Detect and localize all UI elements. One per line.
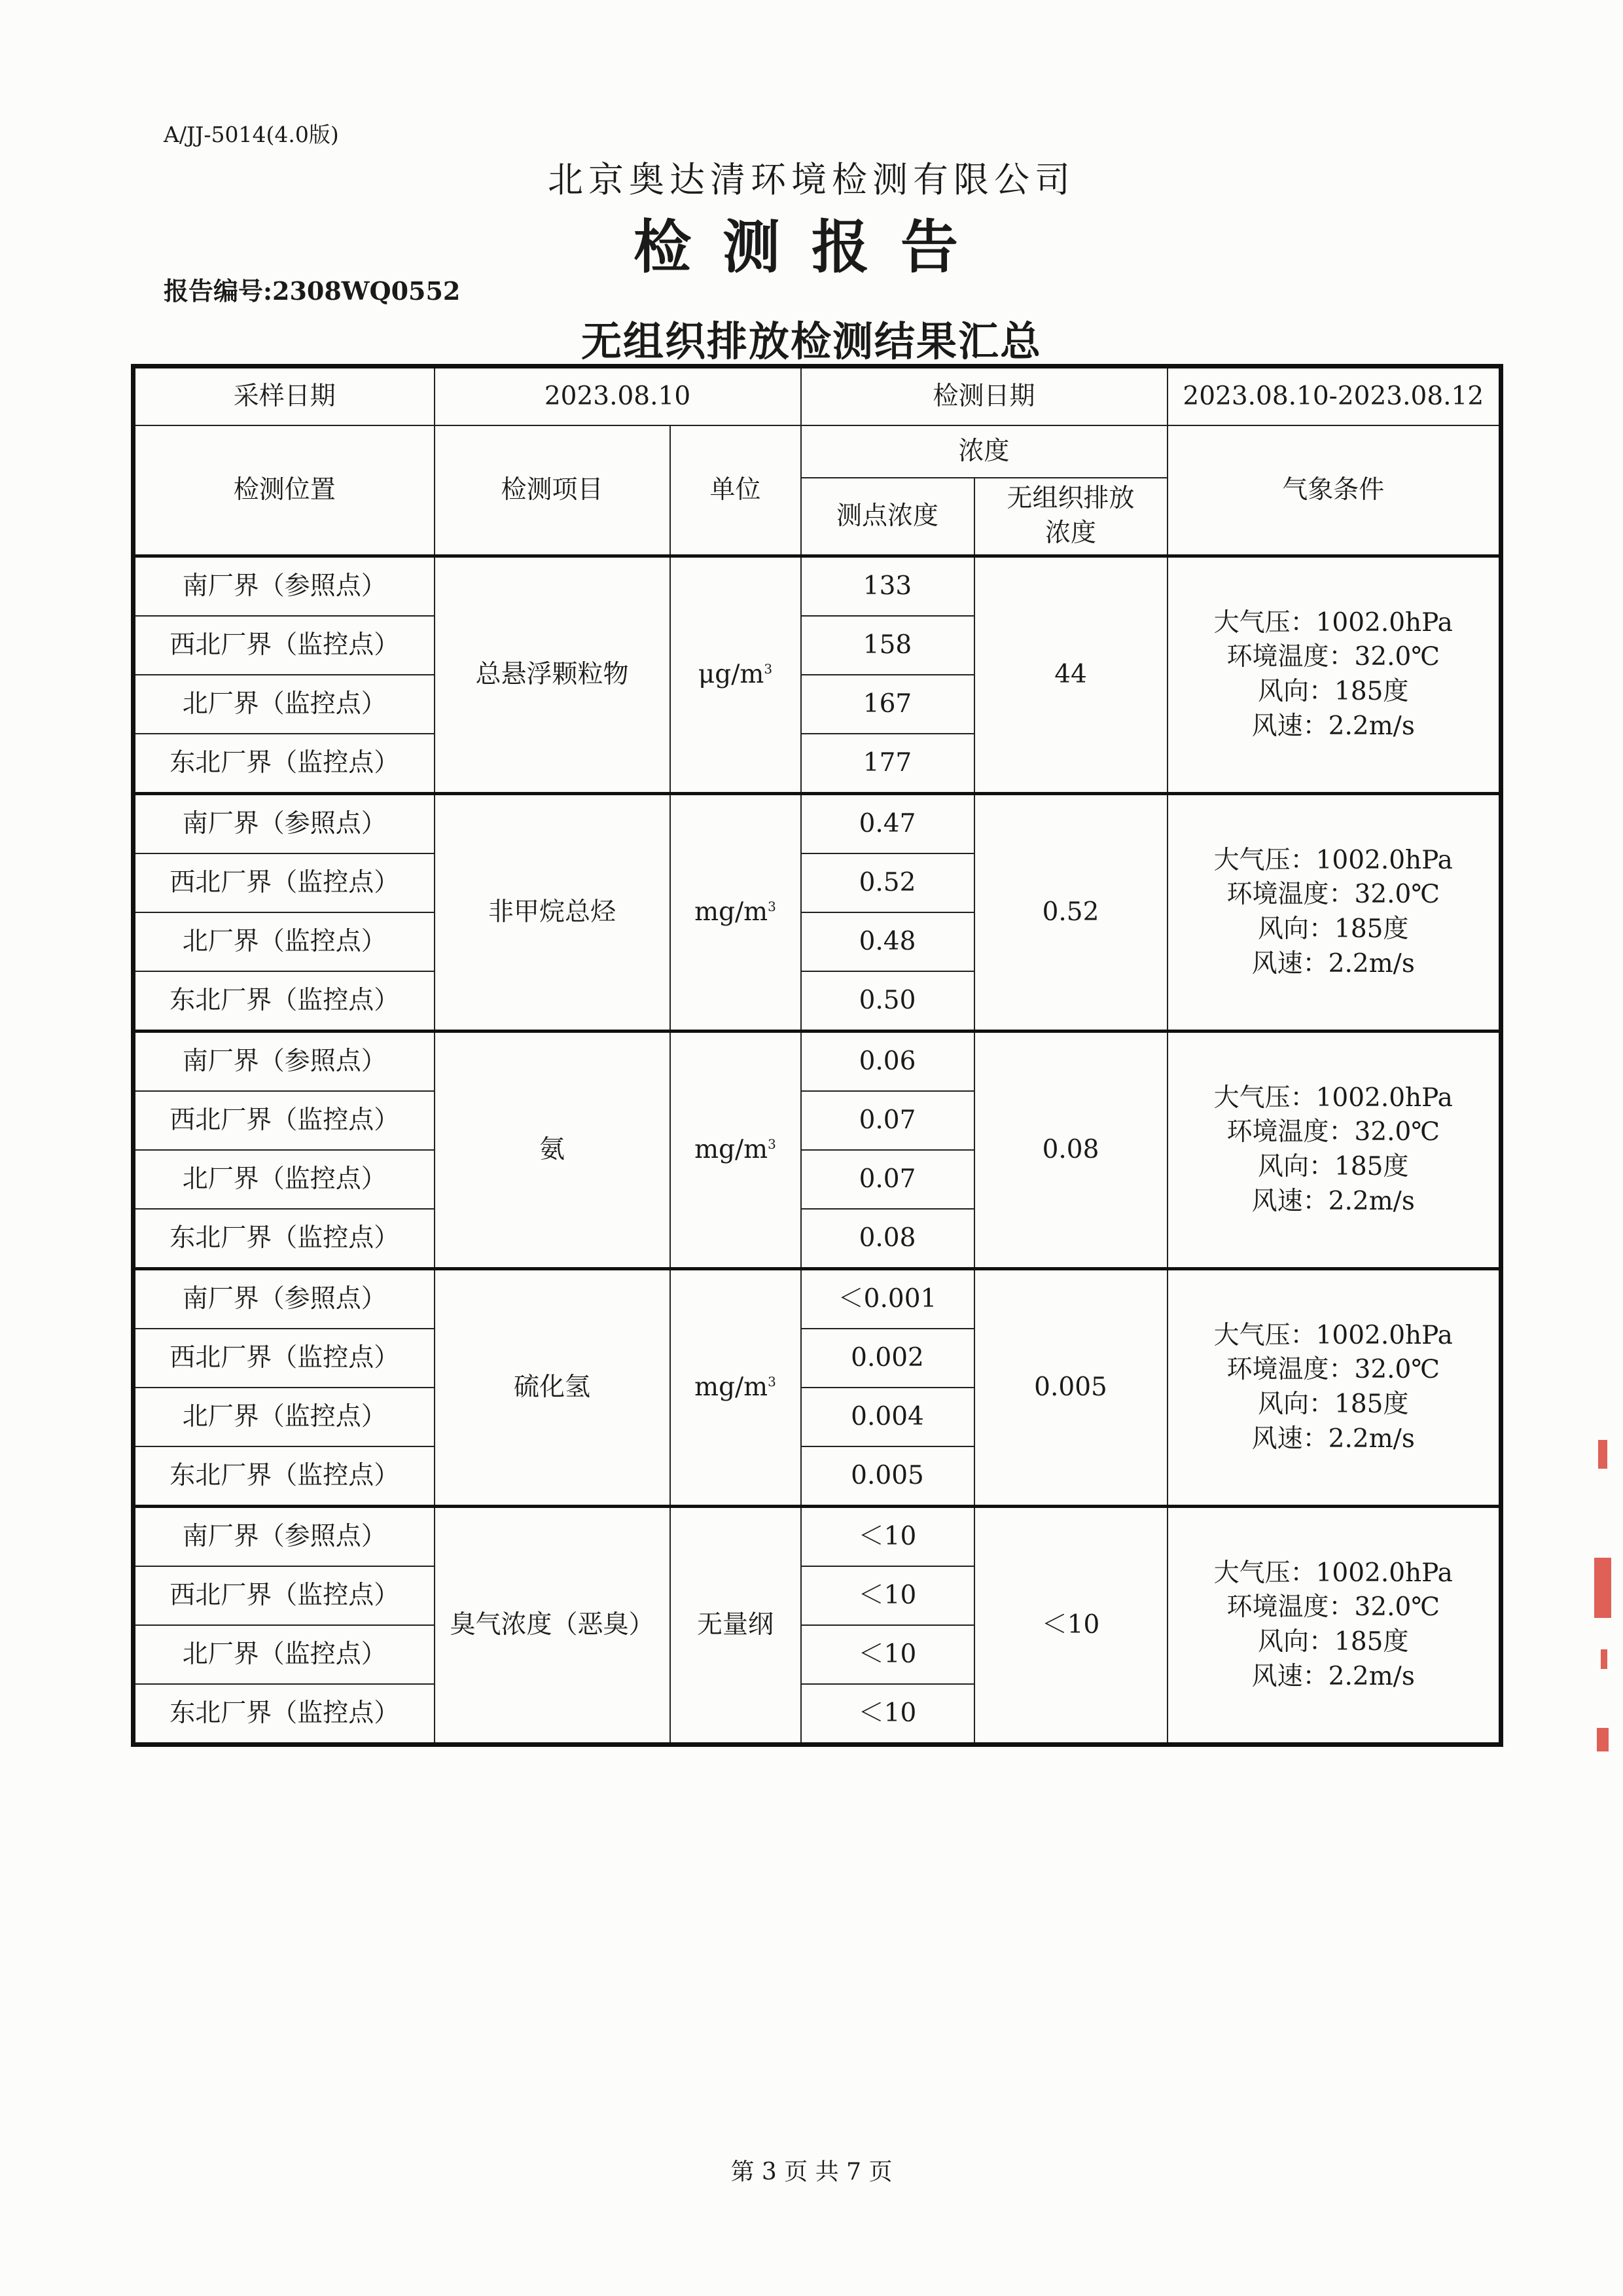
location-cell: 南厂界（参照点）: [134, 1507, 435, 1567]
location-cell: 西北厂界（监控点）: [134, 853, 435, 912]
weather-line: 风向：185度: [1258, 1152, 1409, 1181]
unit-base: mg/m: [694, 1134, 768, 1164]
item-cell: 总悬浮颗粒物: [435, 556, 670, 794]
weather-cell: [1168, 1031, 1501, 1269]
point-concentration-cell: 133: [801, 556, 974, 617]
point-concentration-cell: 0.50: [801, 971, 974, 1031]
location-cell: 东北厂界（监控点）: [134, 734, 435, 794]
location-cell: 北厂界（监控点）: [134, 1388, 435, 1446]
point-concentration-cell: 0.08: [801, 1209, 974, 1269]
col-item: 检测项目: [435, 425, 670, 556]
weather-line: 环境温度：32.0℃: [1226, 642, 1440, 672]
fugitive-concentration-cell: 0.08: [974, 1031, 1168, 1269]
weather-line: 风向：185度: [1258, 1390, 1409, 1419]
stamp-mark: [1601, 1649, 1607, 1669]
unit-cell: [670, 1269, 801, 1507]
stamp-mark: [1597, 1728, 1609, 1751]
unit-base: μg/m: [698, 659, 764, 689]
weather-cell: [1168, 556, 1501, 794]
weather-cell: [1168, 794, 1501, 1031]
weather-line: 风向：185度: [1258, 914, 1409, 944]
point-concentration-cell: 0.004: [801, 1388, 974, 1446]
fugitive-concentration-cell: 0.005: [974, 1269, 1168, 1507]
point-concentration-cell: 0.005: [801, 1446, 974, 1507]
form-code: A/JJ-5014(4.0版): [164, 122, 339, 147]
unit-superscript: 3: [768, 1136, 776, 1152]
unit-cell: [670, 1031, 801, 1269]
weather-cell: [1168, 1269, 1501, 1507]
weather-line: 风向：185度: [1258, 677, 1409, 706]
unit-cell: [670, 556, 801, 794]
unit-base: mg/m: [694, 1372, 768, 1402]
weather-line: 风向：185度: [1258, 1627, 1409, 1657]
weather-line: 大气压：1002.0hPa: [1213, 1558, 1453, 1588]
unit-base: mg/m: [694, 897, 768, 927]
weather-line: 环境温度：32.0℃: [1226, 1592, 1440, 1623]
point-concentration-cell: 177: [801, 734, 974, 794]
company-name: 北京奥达清环境检测有限公司: [548, 159, 1075, 200]
point-concentration-cell: 0.47: [801, 794, 974, 854]
point-concentration-cell: ＜0.001: [801, 1269, 974, 1329]
point-concentration-cell: 0.002: [801, 1329, 974, 1388]
col-location: 检测位置: [134, 425, 435, 556]
stamp-mark: [1598, 1440, 1607, 1469]
item-cell: 非甲烷总烃: [435, 794, 670, 1031]
fugitive-concentration-cell: 44: [974, 556, 1168, 794]
point-concentration-cell: 0.07: [801, 1150, 974, 1209]
weather-line: 风速：2.2m/s: [1251, 1661, 1415, 1691]
col-point-conc: 测点浓度: [801, 478, 974, 556]
weather-line: 大气压：1002.0hPa: [1213, 1083, 1453, 1113]
results-table: [131, 364, 1503, 1747]
test-date: 2023.08.10-2023.08.12: [1168, 367, 1501, 426]
unit-superscript: 3: [764, 660, 773, 677]
weather-cell: [1168, 1507, 1501, 1745]
fugitive-concentration-cell: 0.52: [974, 794, 1168, 1031]
unit-base: 无量纲: [696, 1609, 774, 1640]
location-cell: 北厂界（监控点）: [134, 1150, 435, 1209]
weather-line: 大气压：1002.0hPa: [1213, 845, 1453, 875]
weather-line: 风速：2.2m/s: [1251, 948, 1415, 978]
weather-line: 环境温度：32.0℃: [1226, 1355, 1440, 1385]
point-concentration-cell: 167: [801, 675, 974, 734]
weather-line: 风速：2.2m/s: [1251, 1424, 1415, 1454]
item-cell: 硫化氢: [435, 1269, 670, 1507]
location-cell: 西北厂界（监控点）: [134, 1329, 435, 1388]
section-title: 无组织排放检测结果汇总: [580, 317, 1042, 365]
table-row: [134, 556, 1501, 617]
weather-line: 风速：2.2m/s: [1251, 711, 1415, 741]
point-concentration-cell: ＜10: [801, 1566, 974, 1625]
weather-line: 风速：2.2m/s: [1251, 1186, 1415, 1216]
location-cell: 西北厂界（监控点）: [134, 616, 435, 675]
weather-line: 大气压：1002.0hPa: [1213, 607, 1453, 637]
table-row: [134, 1031, 1501, 1092]
unit-superscript: 3: [768, 1373, 776, 1390]
location-cell: 东北厂界（监控点）: [134, 1446, 435, 1507]
point-concentration-cell: 0.06: [801, 1031, 974, 1092]
location-cell: 北厂界（监控点）: [134, 912, 435, 971]
point-concentration-cell: 0.52: [801, 853, 974, 912]
point-concentration-cell: 0.07: [801, 1091, 974, 1150]
weather-line: 环境温度：32.0℃: [1226, 1117, 1440, 1147]
location-cell: 东北厂界（监控点）: [134, 971, 435, 1031]
point-concentration-cell: 158: [801, 616, 974, 675]
unit-cell: [670, 1507, 801, 1745]
col-concentration: 浓度: [801, 425, 1168, 478]
report-title: 检测报告: [633, 213, 990, 281]
location-cell: 南厂界（参照点）: [134, 1031, 435, 1092]
location-cell: 西北厂界（监控点）: [134, 1091, 435, 1150]
report-number: 报告编号:2308WQ0552: [164, 276, 461, 306]
point-concentration-cell: 0.48: [801, 912, 974, 971]
table-row: [134, 1269, 1501, 1329]
fugitive-concentration-cell: ＜10: [974, 1507, 1168, 1745]
point-concentration-cell: ＜10: [801, 1684, 974, 1745]
weather-line: 大气压：1002.0hPa: [1213, 1320, 1453, 1350]
point-concentration-cell: ＜10: [801, 1625, 974, 1684]
location-cell: 东北厂界（监控点）: [134, 1209, 435, 1269]
location-cell: 南厂界（参照点）: [134, 556, 435, 617]
location-cell: 南厂界（参照点）: [134, 794, 435, 854]
stamp-mark: [1594, 1558, 1611, 1618]
page-footer: 第 3 页 共 7 页: [730, 2159, 893, 2185]
col-weather: 气象条件: [1168, 425, 1501, 556]
location-cell: 西北厂界（监控点）: [134, 1566, 435, 1625]
sampling-date-label: 采样日期: [134, 367, 435, 426]
col-fugitive-conc: 无组织排放浓度: [974, 478, 1168, 556]
location-cell: 北厂界（监控点）: [134, 675, 435, 734]
sampling-date: 2023.08.10: [435, 367, 801, 426]
location-cell: 北厂界（监控点）: [134, 1625, 435, 1684]
item-cell: 氨: [435, 1031, 670, 1269]
unit-cell: [670, 794, 801, 1031]
table-row: [134, 1507, 1501, 1567]
location-cell: 东北厂界（监控点）: [134, 1684, 435, 1745]
weather-line: 环境温度：32.0℃: [1226, 880, 1440, 910]
point-concentration-cell: ＜10: [801, 1507, 974, 1567]
location-cell: 南厂界（参照点）: [134, 1269, 435, 1329]
item-cell: 臭气浓度（恶臭）: [435, 1507, 670, 1745]
unit-superscript: 3: [768, 898, 776, 914]
table-row: [134, 794, 1501, 854]
col-unit: 单位: [670, 425, 801, 556]
test-date-label: 检测日期: [801, 367, 1168, 426]
